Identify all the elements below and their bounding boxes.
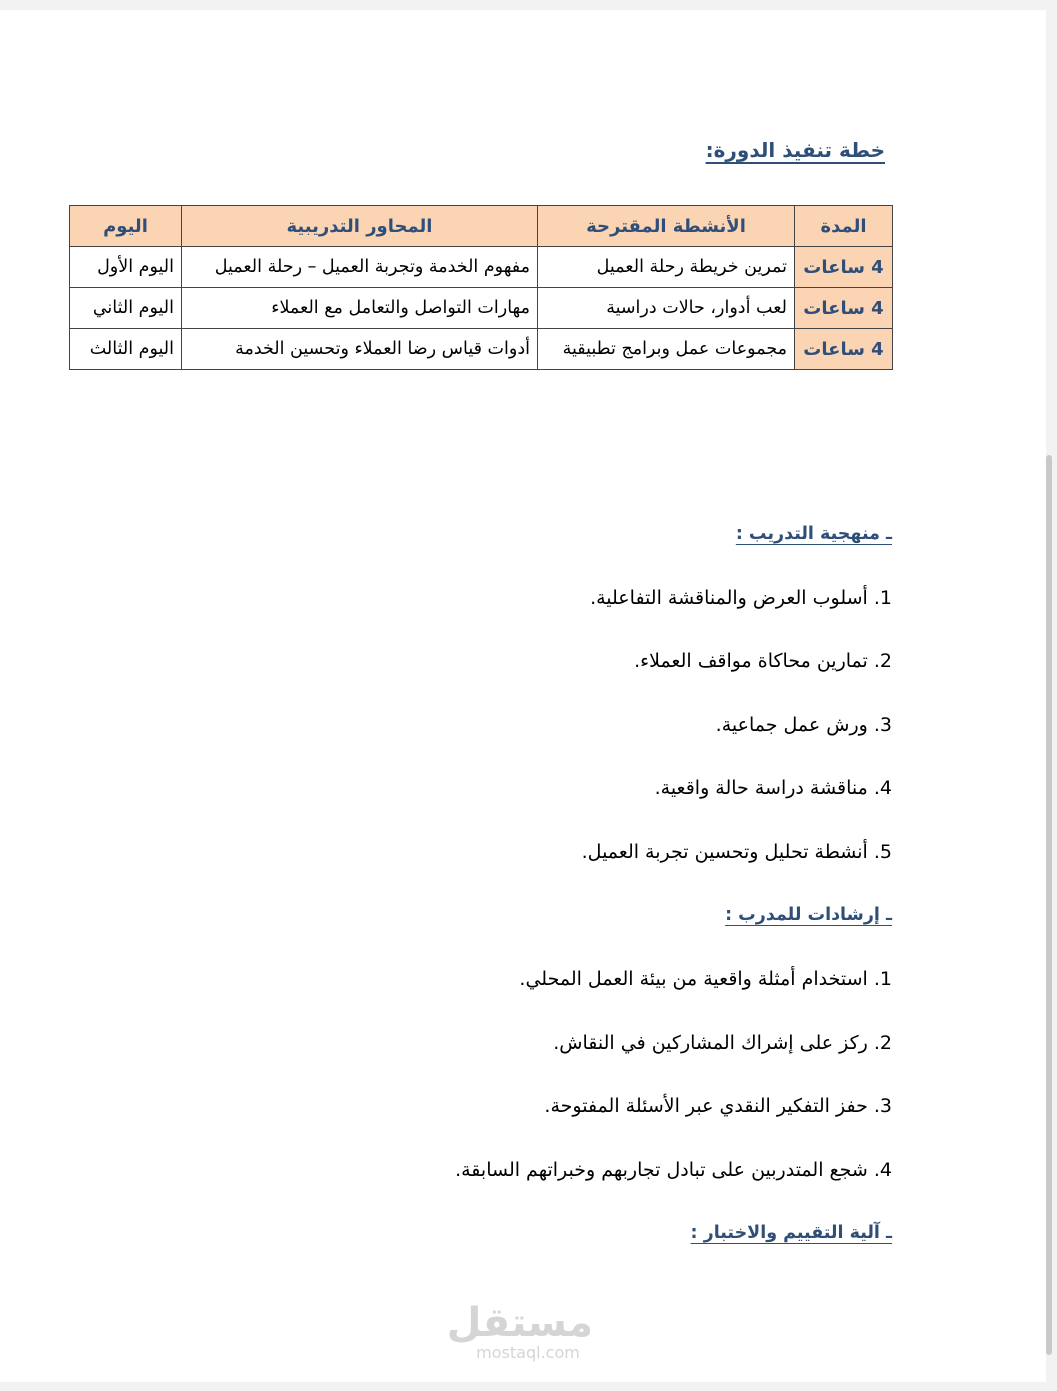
evaluation-heading: ـ آلية التقييم والاختبار : [690, 1223, 892, 1243]
header-topics: المحاور التدريبية [182, 206, 538, 247]
vertical-scrollbar[interactable] [1046, 455, 1052, 1355]
row-topic: مهارات التواصل والتعامل مع العملاء [182, 288, 538, 329]
methodology-heading: ـ منهجية التدريب : [735, 524, 892, 544]
methodology-item-4: 4. مناقشة دراسة حالة واقعية. [654, 777, 892, 799]
row-duration: 4 ساعات [795, 288, 893, 329]
methodology-item-5: 5. أنشطة تحليل وتحسين تجربة العميل. [581, 841, 892, 863]
guidance-item-1: 1. استخدام أمثلة واقعية من بيئة العمل المحلي. [519, 968, 892, 990]
row-day: اليوم الثاني [70, 288, 182, 329]
methodology-item-1: 1. أسلوب العرض والمناقشة التفاعلية. [590, 587, 892, 609]
guidance-item-4: 4. شجع المتدربين على تبادل تجاربهم وخبراتهم السابقة. [455, 1159, 892, 1181]
trainer-guidance-heading: ـ إرشادات للمدرب : [725, 905, 892, 925]
plan-title: خطة تنفيذ الدورة: [705, 138, 885, 162]
row-activity: تمرين خريطة رحلة العميل [538, 247, 795, 288]
row-topic: مفهوم الخدمة وتجربة العميل – رحلة العميل [182, 247, 538, 288]
row-duration: 4 ساعات [795, 247, 893, 288]
row-topic: أدوات قياس رضا العملاء وتحسين الخدمة [182, 329, 538, 370]
row-day: اليوم الأول [70, 247, 182, 288]
table-header-row [70, 206, 893, 247]
watermark-arabic: مستقل [446, 1300, 593, 1346]
header-activities: الأنشطة المقترحة [538, 206, 795, 247]
row-duration: 4 ساعات [795, 329, 893, 370]
guidance-item-2: 2. ركز على إشراك المشاركين في النقاش. [553, 1032, 892, 1054]
row-activity: مجموعات عمل وبرامج تطبيقية [538, 329, 795, 370]
course-plan-table [69, 205, 893, 370]
row-day: اليوم الثالث [70, 329, 182, 370]
row-activity: لعب أدوار، حالات دراسية [538, 288, 795, 329]
header-day: اليوم [70, 206, 182, 247]
watermark-latin: mostaql.com [476, 1343, 580, 1362]
table-row [70, 329, 893, 370]
methodology-item-2: 2. تمارين محاكاة مواقف العملاء. [634, 650, 892, 672]
table-row [70, 288, 893, 329]
guidance-item-3: 3. حفز التفكير النقدي عبر الأسئلة المفتوحة. [544, 1095, 892, 1117]
mostaql-watermark [446, 1300, 593, 1362]
methodology-item-3: 3. ورش عمل جماعية. [715, 714, 892, 736]
header-duration: المدة [795, 206, 893, 247]
table-row [70, 247, 893, 288]
